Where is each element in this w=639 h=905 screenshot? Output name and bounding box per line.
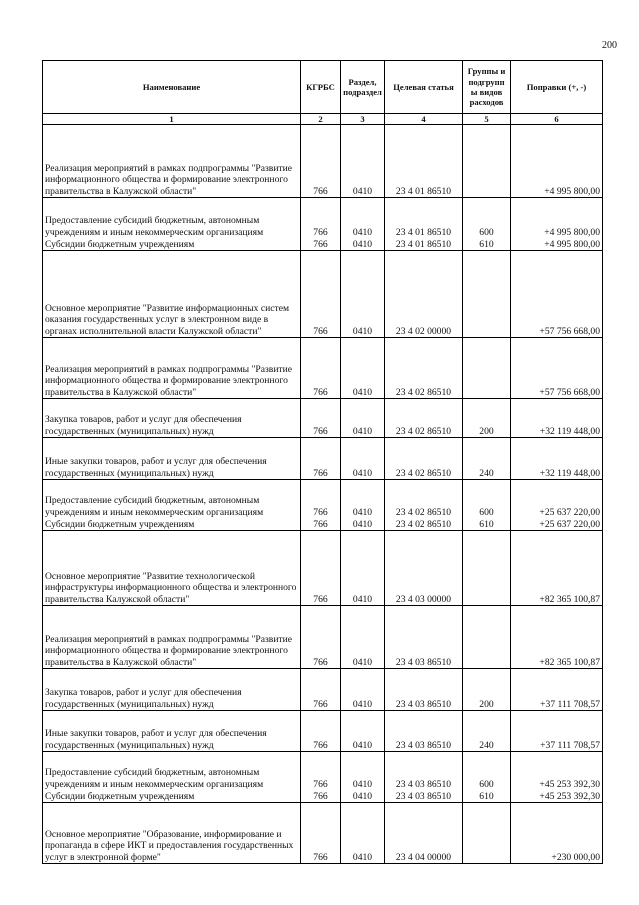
page-number: 200 — [602, 40, 617, 51]
row-group: 610 — [463, 518, 511, 531]
column-number: 1 — [43, 114, 301, 125]
row-section: 0410 — [341, 752, 385, 791]
row-group — [463, 531, 511, 606]
row-group — [463, 125, 511, 198]
row-kgrbs: 766 — [301, 669, 341, 711]
row-kgrbs: 766 — [301, 125, 341, 198]
column-number: 2 — [301, 114, 341, 125]
row-section: 0410 — [341, 711, 385, 752]
table-row — [43, 399, 603, 438]
row-kgrbs: 766 — [301, 606, 341, 669]
row-name: Закупка товаров, работ и услуг для обеспечения государственных (муниципальных) нужд — [43, 399, 301, 438]
budget-table — [42, 60, 603, 864]
table-row — [43, 251, 603, 338]
row-target: 23 4 03 00000 — [385, 531, 463, 606]
table-row — [43, 790, 603, 803]
column-number-row — [43, 114, 603, 125]
header-row — [43, 61, 603, 114]
row-target: 23 4 04 00000 — [385, 803, 463, 864]
row-amount: +230 000,00 — [511, 803, 603, 864]
row-target: 23 4 02 86510 — [385, 338, 463, 399]
row-amount: +45 253 392,30 — [511, 790, 603, 803]
row-section: 0410 — [341, 790, 385, 803]
table-row — [43, 480, 603, 519]
header-kgrbs: КГРБС — [301, 61, 341, 114]
row-amount: +45 253 392,30 — [511, 752, 603, 791]
row-name: Основное мероприятие "Развитие технологической инфраструктуры информационного общества и электронного правительства Калужской области" — [43, 531, 301, 606]
row-target: 23 4 01 86510 — [385, 238, 463, 251]
column-number: 4 — [385, 114, 463, 125]
row-section: 0410 — [341, 438, 385, 480]
row-kgrbs: 766 — [301, 438, 341, 480]
row-name: Иные закупки товаров, работ и услуг для обеспечения государственных (муниципальных) нужд — [43, 438, 301, 480]
table-row — [43, 669, 603, 711]
header-target: Целевая статья — [385, 61, 463, 114]
row-amount: +82 365 100,87 — [511, 606, 603, 669]
row-group: 200 — [463, 669, 511, 711]
row-amount: +32 119 448,00 — [511, 399, 603, 438]
row-name: Основное мероприятие "Образование, информирование и пропаганда в сфере ИКТ и предоставления государственных услуг в электронной форме" — [43, 803, 301, 864]
row-section: 0410 — [341, 251, 385, 338]
row-name: Реализация мероприятий в рамках подпрограммы "Развитие информационного общества и формирование электронного правительства в Калужской области" — [43, 338, 301, 399]
row-amount: +32 119 448,00 — [511, 438, 603, 480]
row-group — [463, 251, 511, 338]
row-section: 0410 — [341, 238, 385, 251]
row-section: 0410 — [341, 531, 385, 606]
row-kgrbs: 766 — [301, 399, 341, 438]
header-amount: Поправки (+, -) — [511, 61, 603, 114]
row-group — [463, 338, 511, 399]
row-target: 23 4 02 86510 — [385, 480, 463, 519]
row-kgrbs: 766 — [301, 480, 341, 519]
table-row — [43, 711, 603, 752]
table-row — [43, 338, 603, 399]
table-body — [43, 125, 603, 864]
column-number: 5 — [463, 114, 511, 125]
row-target: 23 4 01 86510 — [385, 198, 463, 239]
row-section: 0410 — [341, 338, 385, 399]
row-target: 23 4 03 86510 — [385, 606, 463, 669]
row-section: 0410 — [341, 125, 385, 198]
row-group: 610 — [463, 790, 511, 803]
row-kgrbs: 766 — [301, 803, 341, 864]
row-group: 240 — [463, 711, 511, 752]
row-target: 23 4 02 86510 — [385, 399, 463, 438]
table-row — [43, 198, 603, 239]
row-name: Реализация мероприятий в рамках подпрограммы "Развитие информационного общества и формирование электронного правительства в Калужской области" — [43, 606, 301, 669]
row-group: 600 — [463, 752, 511, 791]
row-name: Закупка товаров, работ и услуг для обеспечения государственных (муниципальных) нужд — [43, 669, 301, 711]
row-target: 23 4 03 86510 — [385, 752, 463, 791]
table-row — [43, 518, 603, 531]
row-name: Основное мероприятие "Развитие информационных систем оказания государственных услуг в электронном виде в органах исполнительной власти Калужской области" — [43, 251, 301, 338]
row-section: 0410 — [341, 198, 385, 239]
row-target: 23 4 01 86510 — [385, 125, 463, 198]
row-amount: +57 756 668,00 — [511, 338, 603, 399]
row-target: 23 4 02 00000 — [385, 251, 463, 338]
row-name: Иные закупки товаров, работ и услуг для обеспечения государственных (муниципальных) нужд — [43, 711, 301, 752]
header-group: Группы и подгрупп ы видов расходов — [463, 61, 511, 114]
row-amount: +37 111 708,57 — [511, 711, 603, 752]
row-kgrbs: 766 — [301, 531, 341, 606]
row-kgrbs: 766 — [301, 711, 341, 752]
table-row — [43, 803, 603, 864]
table-row — [43, 438, 603, 480]
row-section: 0410 — [341, 803, 385, 864]
row-target: 23 4 02 86510 — [385, 438, 463, 480]
row-kgrbs: 766 — [301, 518, 341, 531]
column-number: 3 — [341, 114, 385, 125]
row-group: 240 — [463, 438, 511, 480]
row-target: 23 4 03 86510 — [385, 711, 463, 752]
row-target: 23 4 02 86510 — [385, 518, 463, 531]
row-kgrbs: 766 — [301, 790, 341, 803]
row-target: 23 4 03 86510 — [385, 790, 463, 803]
row-kgrbs: 766 — [301, 198, 341, 239]
row-name: Субсидии бюджетным учреждениям — [43, 238, 301, 251]
row-group: 600 — [463, 198, 511, 239]
row-name: Субсидии бюджетным учреждениям — [43, 790, 301, 803]
row-kgrbs: 766 — [301, 338, 341, 399]
row-kgrbs: 766 — [301, 238, 341, 251]
row-section: 0410 — [341, 606, 385, 669]
column-number: 6 — [511, 114, 603, 125]
row-section: 0410 — [341, 669, 385, 711]
row-amount: +25 637 220,00 — [511, 518, 603, 531]
table-row — [43, 238, 603, 251]
row-amount: +4 995 800,00 — [511, 238, 603, 251]
table-row — [43, 531, 603, 606]
row-kgrbs: 766 — [301, 752, 341, 791]
row-kgrbs: 766 — [301, 251, 341, 338]
row-target: 23 4 03 86510 — [385, 669, 463, 711]
row-name: Реализация мероприятий в рамках подпрограммы "Развитие информационного общества и формирование электронного правительства в Калужской области" — [43, 125, 301, 198]
row-group: 610 — [463, 238, 511, 251]
row-section: 0410 — [341, 399, 385, 438]
row-name: Предоставление субсидий бюджетным, автономным учреждениям и иным некоммерческим организациям — [43, 480, 301, 519]
header-name: Наименование — [43, 61, 301, 114]
row-group: 600 — [463, 480, 511, 519]
row-section: 0410 — [341, 518, 385, 531]
row-group — [463, 606, 511, 669]
row-amount: +37 111 708,57 — [511, 669, 603, 711]
row-name: Субсидии бюджетным учреждениям — [43, 518, 301, 531]
row-amount: +4 995 800,00 — [511, 125, 603, 198]
row-name: Предоставление субсидий бюджетным, автономным учреждениям и иным некоммерческим организациям — [43, 198, 301, 239]
row-group — [463, 803, 511, 864]
row-group: 200 — [463, 399, 511, 438]
header-section: Раздел, подраздел — [341, 61, 385, 114]
row-name: Предоставление субсидий бюджетным, автономным учреждениям и иным некоммерческим организациям — [43, 752, 301, 791]
row-amount: +82 365 100,87 — [511, 531, 603, 606]
table-row — [43, 752, 603, 791]
table-row — [43, 125, 603, 198]
row-section: 0410 — [341, 480, 385, 519]
row-amount: +4 995 800,00 — [511, 198, 603, 239]
row-amount: +57 756 668,00 — [511, 251, 603, 338]
table-row — [43, 606, 603, 669]
row-amount: +25 637 220,00 — [511, 480, 603, 519]
